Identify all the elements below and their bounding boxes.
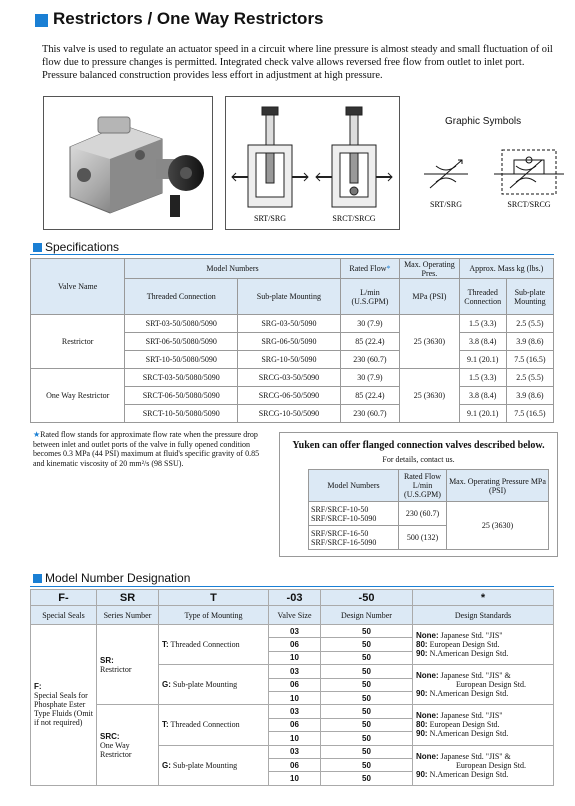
table-cell: -50	[321, 590, 413, 606]
table-cell: 7.5 (16.5)	[506, 351, 553, 369]
table-cell: 03	[269, 745, 321, 758]
table-cell: G: Sub-plate Mounting	[159, 665, 269, 705]
table-cell: 06	[269, 758, 321, 771]
table-cell: L/min (U.S.GPM)	[340, 279, 399, 315]
table-cell: 3.8 (8.4)	[459, 387, 506, 405]
table-cell: 03	[269, 625, 321, 638]
table-cell: 50	[321, 665, 413, 678]
srct-cutaway	[316, 107, 392, 207]
table-cell: SRF/SRCF-16-50 SRF/SRCF-16-5090	[309, 526, 399, 550]
table-cell: 1.5 (3.3)	[459, 315, 506, 333]
table-cell: -03	[269, 590, 321, 606]
table-cell: Restrictor	[31, 315, 125, 369]
table-cell: 10	[269, 732, 321, 745]
table-cell: 230 (60.7)	[340, 351, 399, 369]
table-cell: T	[159, 590, 269, 606]
table-cell: SRCG-03-50/5090	[238, 369, 341, 387]
table-cell: 25 (3630)	[400, 369, 459, 423]
spec-rule	[30, 254, 554, 255]
table-cell: 50	[321, 758, 413, 771]
table-cell: 25 (3630)	[447, 502, 549, 550]
table-cell: SR	[97, 590, 159, 606]
table-cell: None: Japanese Std. "JIS" 80: European Design Std. 90: N.American Design Std.	[413, 705, 554, 745]
spec-marker	[33, 243, 42, 252]
spec-table	[30, 258, 554, 423]
table-cell: T: Threaded Connection	[159, 705, 269, 745]
cutaway-diagrams	[225, 96, 400, 230]
table-cell: F: Special Seals for Phosphate Ester Type Fluids (Omit if not required)	[31, 625, 97, 786]
table-cell: 3.9 (8.6)	[506, 387, 553, 405]
table-cell: Rated Flow*	[340, 259, 399, 279]
srt-cutaway	[232, 107, 308, 207]
table-cell: Max. Operating Pres.	[400, 259, 459, 279]
table-cell: Series Number	[97, 606, 159, 625]
table-cell: Sub-plate Mounting	[238, 279, 341, 315]
table-cell: Threaded Connection	[459, 279, 506, 315]
table-cell: 2.5 (5.5)	[506, 315, 553, 333]
table-cell: SRT-03-50/5080/5090	[125, 315, 238, 333]
table-cell: 3.9 (8.6)	[506, 333, 553, 351]
flanged-subtitle: For details, contact us.	[382, 455, 455, 464]
table-cell: G: Sub-plate Mounting	[159, 745, 269, 785]
product-photo	[43, 96, 213, 230]
table-cell: SR: Restrictor	[97, 625, 159, 705]
table-cell: 85 (22.4)	[340, 387, 399, 405]
table-cell: 50	[321, 625, 413, 638]
table-cell: Sub-plate Mounting	[506, 279, 553, 315]
table-cell: 50	[321, 718, 413, 731]
table-cell: SRF/SRCF-10-50 SRF/SRCF-10-5090	[309, 502, 399, 526]
table-cell: Valve Size	[269, 606, 321, 625]
page-title: Restrictors / One Way Restrictors	[53, 9, 324, 28]
table-cell: 50	[321, 691, 413, 704]
table-cell: SRT-10-50/5080/5090	[125, 351, 238, 369]
table-cell: 03	[269, 705, 321, 718]
restrictor-symbol	[424, 160, 468, 188]
table-cell: SRCT-03-50/5080/5090	[125, 369, 238, 387]
table-cell: SRG-03-50/5090	[238, 315, 341, 333]
table-cell: 2.5 (5.5)	[506, 369, 553, 387]
flanged-title: Yuken can offer flanged connection valves described below.	[292, 440, 545, 451]
graphic-symbols	[418, 140, 568, 212]
table-cell: 25 (3630)	[400, 315, 459, 369]
rated-flow-note: ★Rated flow stands for approximate flow rate when the pressure drop between inlet and outlet ports of the valve in fully opened condition becomes 0.3 MPa (44 PSI) maximum at fluid's specific gravity of 0.85 and kinematic viscosity of 20 mm²/s (98 SSU).	[33, 430, 260, 468]
designation-rule	[30, 586, 554, 587]
table-cell: 9.1 (20.1)	[459, 405, 506, 423]
table-cell: 230 (60.7)	[340, 405, 399, 423]
table-cell: 06	[269, 678, 321, 691]
spec-title: Specifications	[45, 240, 120, 254]
table-cell: 50	[321, 638, 413, 651]
table-cell: 1.5 (3.3)	[459, 369, 506, 387]
table-cell: SRCG-06-50/5090	[238, 387, 341, 405]
cutaway-label-srt: SRT/SRG	[254, 214, 286, 223]
symbol-label-srct: SRCT/SRCG	[507, 200, 551, 209]
table-cell: SRG-06-50/5090	[238, 333, 341, 351]
table-cell: Design Number	[321, 606, 413, 625]
table-cell: T: Threaded Connection	[159, 625, 269, 665]
table-cell: SRCT-06-50/5080/5090	[125, 387, 238, 405]
table-cell: Model Numbers	[309, 470, 399, 502]
table-cell: None: Japanese Std. "JIS" & European Design Std. 90: N.American Design Std.	[413, 665, 554, 705]
table-cell: SRCG-10-50/5090	[238, 405, 341, 423]
designation-marker	[33, 574, 42, 583]
table-cell: SRG-10-50/5090	[238, 351, 341, 369]
table-cell: 50	[321, 678, 413, 691]
table-cell: Rated Flow L/min (U.S.GPM)	[399, 470, 447, 502]
table-cell: One Way Restrictor	[31, 369, 125, 423]
table-cell: Special Seals	[31, 606, 97, 625]
table-cell: *	[413, 590, 554, 606]
table-cell: Valve Name	[31, 259, 125, 315]
table-cell: Type of Mounting	[159, 606, 269, 625]
table-cell: 30 (7.9)	[340, 315, 399, 333]
table-cell: 50	[321, 651, 413, 664]
table-cell: 50	[321, 732, 413, 745]
cutaway-label-srct: SRCT/SRCG	[332, 214, 376, 223]
table-cell: Threaded Connection	[125, 279, 238, 315]
table-cell: 50	[321, 745, 413, 758]
table-cell: 500 (132)	[399, 526, 447, 550]
table-cell: SRCT-10-50/5080/5090	[125, 405, 238, 423]
table-cell: Max. Operating Pressure MPa (PSI)	[447, 470, 549, 502]
table-cell: 85 (22.4)	[340, 333, 399, 351]
designation-title: Model Number Designation	[45, 571, 191, 585]
table-cell: 50	[321, 705, 413, 718]
table-cell: 06	[269, 718, 321, 731]
table-cell: 10	[269, 691, 321, 704]
graphic-symbols-title: Graphic Symbols	[445, 116, 522, 127]
table-cell: Design Standards	[413, 606, 554, 625]
table-cell: 3.8 (8.4)	[459, 333, 506, 351]
table-cell: SRC: One Way Restrictor	[97, 705, 159, 785]
table-cell: 10	[269, 772, 321, 785]
intro-text: This valve is used to regulate an actuator speed in a circuit where line pressure is almost steady and small fluctuation of oil flow due to pressure changes is permitted. Integrated check valve allows reversed free flow from outlet to inlet port. Pressure balanced construction provides less effort in adjustment at high pressure.	[42, 44, 553, 81]
table-cell: 10	[269, 651, 321, 664]
table-cell: None: Japanese Std. "JIS" & European Design Std. 90: N.American Design Std.	[413, 745, 554, 785]
table-cell: 50	[321, 772, 413, 785]
table-cell: MPa (PSI)	[400, 279, 459, 315]
table-cell: 30 (7.9)	[340, 369, 399, 387]
one-way-restrictor-symbol	[494, 150, 564, 194]
table-cell: Model Numbers	[125, 259, 340, 279]
symbol-label-srt: SRT/SRG	[430, 200, 462, 209]
table-cell: Approx. Mass kg (lbs.)	[459, 259, 553, 279]
table-cell: 03	[269, 665, 321, 678]
flanged-table	[308, 469, 549, 550]
title-marker	[35, 14, 48, 27]
table-cell: SRT-06-50/5080/5090	[125, 333, 238, 351]
table-cell: 9.1 (20.1)	[459, 351, 506, 369]
table-cell: 230 (60.7)	[399, 502, 447, 526]
table-cell: F-	[31, 590, 97, 606]
flanged-box	[279, 432, 558, 557]
table-cell: 06	[269, 638, 321, 651]
table-cell: 7.5 (16.5)	[506, 405, 553, 423]
table-cell: None: Japanese Std. "JIS" 80: European Design Std. 90: N.American Design Std.	[413, 625, 554, 665]
designation-table	[30, 589, 554, 786]
